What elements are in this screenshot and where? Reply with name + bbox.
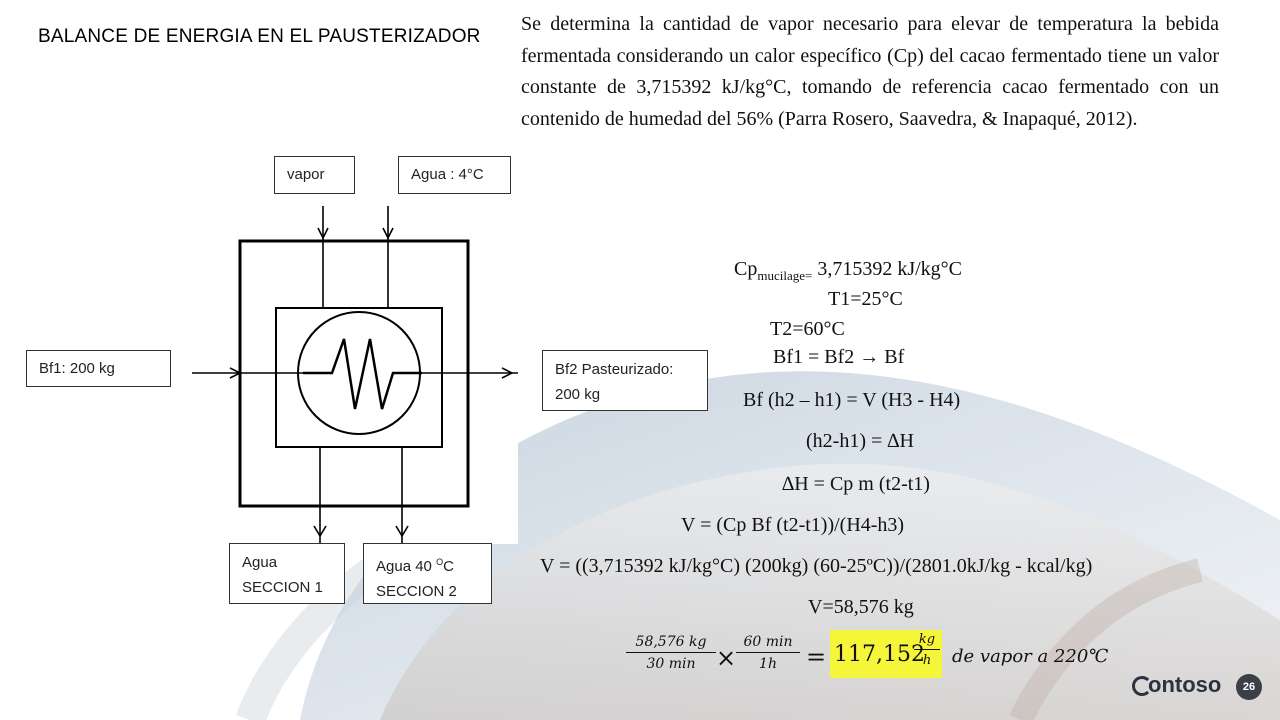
cp-value: 3,715392 kJ/kg°C <box>812 258 963 280</box>
fraction-mass-time <box>626 634 716 672</box>
v-formula: V = (Cp Bf (t2-t1))/(H4-h3) <box>681 514 905 536</box>
slide-title: BALANCE DE ENERGIA EN EL PAUSTERIZADOR <box>38 26 481 47</box>
agua-seccion2-line2: SECCION 2 <box>376 583 457 600</box>
fraction2-numerator: 60 min <box>736 634 800 653</box>
page-number-badge: 26 <box>1236 674 1262 700</box>
agua-seccion2-box <box>363 543 492 604</box>
agua-seccion2-degree: O <box>436 557 444 567</box>
fraction-time-conversion <box>736 634 800 672</box>
final-result-value: 117,152 <box>834 642 925 667</box>
bf2-label-line2: 200 kg <box>555 386 601 403</box>
contoso-logo <box>1132 672 1221 698</box>
cp-subscript: mucilage= <box>757 268 813 283</box>
bf2-label-line1: Bf2 Pasteurizado: <box>555 361 674 378</box>
agua-input-label: Agua : 4°C <box>411 166 484 183</box>
unit-denominator: h <box>922 653 932 668</box>
agua-seccion1-line1: Agua <box>242 554 278 571</box>
t2-equation: T2=60°C <box>770 318 845 340</box>
agua-input-box <box>398 156 511 194</box>
agua-seccion2-line1 <box>376 550 479 579</box>
agua-seccion2-unit: C <box>443 558 454 575</box>
logo-text: ontoso <box>1148 672 1222 697</box>
fraction2-denominator: 1h <box>759 656 777 672</box>
equals-sign: = <box>806 643 827 671</box>
cp-symbol: Cp <box>734 258 758 280</box>
final-suffix: de vapor a 220℃ <box>952 646 1109 667</box>
agua-seccion1-line2: SECCION 1 <box>242 579 323 596</box>
v-numeric-formula: V = ((3,715392 kJ/kg°C) (200kg) (60-25ºC))/(2801.0kJ/kg - kcal/kg) <box>540 555 1093 577</box>
fraction1-denominator: 30 min <box>646 656 696 672</box>
agua-seccion1-box <box>229 543 345 604</box>
delta-h-equation: (h2-h1) = ∆H <box>806 430 914 452</box>
times-sign: × <box>716 644 737 672</box>
bf2-box <box>542 350 708 411</box>
bf1-label: Bf1: 200 kg <box>39 360 115 377</box>
delta-h-cp-equation: ∆H = Cp m (t2-t1) <box>782 473 930 495</box>
pasteurizer-drawing <box>192 206 518 544</box>
cp-equation <box>734 258 962 284</box>
bf1-box <box>26 350 171 387</box>
vapor-label-box <box>274 156 355 194</box>
balance-equation: Bf (h2 – h1) = V (H3 - H4) <box>743 389 961 411</box>
agua-seccion2-temp: Agua 40 <box>376 558 437 575</box>
unit-numerator: kg <box>914 632 940 650</box>
vapor-label: vapor <box>287 166 325 183</box>
intro-paragraph: Se determina la cantidad de vapor necesario para elevar de temperatura la bebida fermentada considerando un calor específico (Cp) del cacao fermentado tiene un valor constante de 3,715392 kJ/kg°C, tomando de referencia cacao fermentado con un contenido de humedad del 56% (Parra Rosero, Saavedra, & Inapaqué, 2012). <box>521 13 1219 130</box>
final-result-unit <box>914 632 940 668</box>
fraction1-numerator: 58,576 kg <box>626 634 716 653</box>
pasteurizer-diagram <box>192 206 518 544</box>
bf-equation: Bf1 = Bf2 → Bf <box>773 346 905 368</box>
v-result: V=58,576 kg <box>808 596 914 618</box>
t1-equation: T1=25°C <box>828 288 903 310</box>
